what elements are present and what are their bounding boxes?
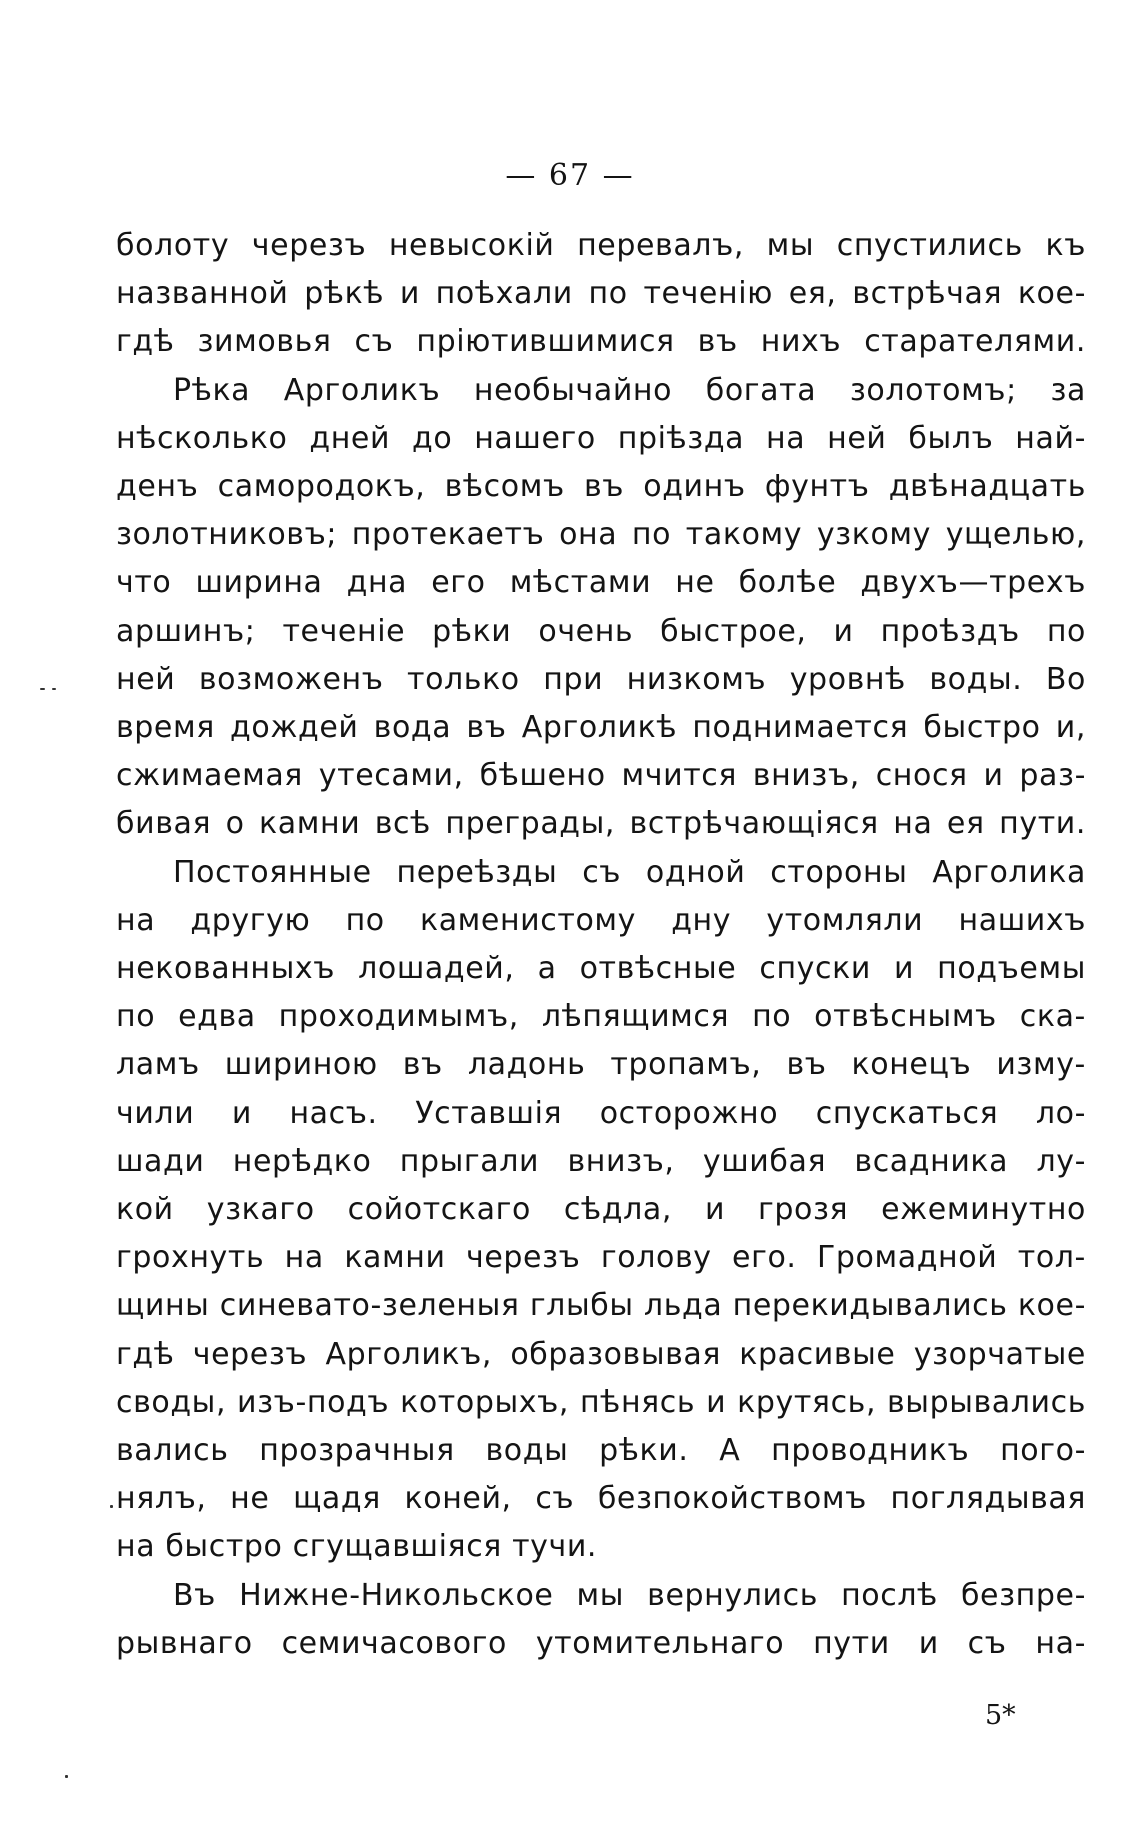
text-line: на быстро сгущавшіяся тучи. <box>116 1529 598 1565</box>
text-line: Рѣка Арголикъ необычайно богата золотомъ; за <box>173 372 1086 408</box>
text-line: денъ самородокъ, вѣсомъ въ одинъ фунтъ двѣнадцать <box>116 469 1087 505</box>
text-line: нялъ, не щадя коней, съ безпокойствомъ поглядывая <box>116 1481 1087 1517</box>
text-line: своды, изъ-подъ которыхъ, пѣнясь и крутясь, вырывались <box>116 1384 1087 1420</box>
text-line: болоту черезъ невысокій перевалъ, мы спустились къ <box>116 228 1087 263</box>
text-line: аршинъ; теченіе рѣки очень быстрое, и проѣздъ по <box>116 613 1086 649</box>
text-line: что ширина дна его мѣстами не болѣе двухъ—трехъ <box>116 565 1086 601</box>
text-line: ней возможенъ только при низкомъ уровнѣ воды. Во <box>116 661 1086 697</box>
text-line: чили и насъ. Уставшія осторожно спускаться ло- <box>116 1095 1086 1131</box>
scan-speck <box>52 688 56 690</box>
text-line: названной рѣкѣ и поѣхали по теченію ея, встрѣчая кое- <box>116 276 1086 312</box>
text-line: шади нерѣдко прыгали внизъ, ушибая всадника лу- <box>116 1143 1086 1179</box>
text-line: щины синевато-зеленыя глыбы льда перекидывались кое- <box>116 1288 1086 1324</box>
text-line: Въ Нижне-Никольское мы вернулись послѣ безпре- <box>173 1577 1087 1613</box>
paragraph-2 <box>116 367 1086 849</box>
text-line: ламъ шириною въ ладонь тропамъ, въ конецъ изму- <box>116 1047 1086 1083</box>
text-line: кой узкаго сойотскаго сѣдла, и грозя ежеминутно <box>116 1192 1087 1228</box>
paragraph-1 <box>116 222 1086 367</box>
text-line: Постоянные переѣзды съ одной стороны Арголика <box>173 854 1086 890</box>
text-line: сжимаемая утесами, бѣшено мчится внизъ, снося и раз- <box>116 758 1087 794</box>
text-line: бивая о камни всѣ преграды, встрѣчающіяся на ея пути. <box>116 806 1086 842</box>
scan-speck <box>40 688 45 690</box>
paragraph-3 <box>116 849 1086 1572</box>
text-line: на другую по каменистому дну утомляли нашихъ <box>116 902 1086 938</box>
text-line: рывнаго семичасового утомительнаго пути и съ на- <box>116 1625 1087 1661</box>
scan-speck <box>65 1775 68 1778</box>
scan-speck <box>110 1505 113 1508</box>
page-number: — 67 — <box>505 158 635 193</box>
text-line: по едва проходимымъ, лѣпящимся по отвѣснымъ ска- <box>116 999 1086 1035</box>
text-line: некованныхъ лошадей, а отвѣсные спуски и подъемы <box>116 951 1087 987</box>
signature-mark: 5* <box>985 1700 1016 1731</box>
text-line: золотниковъ; протекаетъ она по такому узкому ущелью, <box>116 517 1087 553</box>
text-line: гдѣ зимовья съ пріютившимися въ нихъ старателями. <box>116 324 1086 360</box>
text-line: гдѣ черезъ Арголикъ, образовывая красивые узорчатые <box>116 1336 1086 1372</box>
body-text <box>116 222 1086 1668</box>
text-line: время дождей вода въ Арголикѣ поднимается быстро и, <box>116 710 1087 746</box>
text-line: вались прозрачныя воды рѣки. А проводникъ пого- <box>116 1433 1086 1469</box>
text-line: нѣсколько дней до нашего пріѣзда на ней былъ най- <box>116 420 1087 456</box>
paragraph-4 <box>116 1572 1086 1668</box>
text-line: грохнуть на камни черезъ голову его. Громадной тол- <box>116 1240 1086 1276</box>
